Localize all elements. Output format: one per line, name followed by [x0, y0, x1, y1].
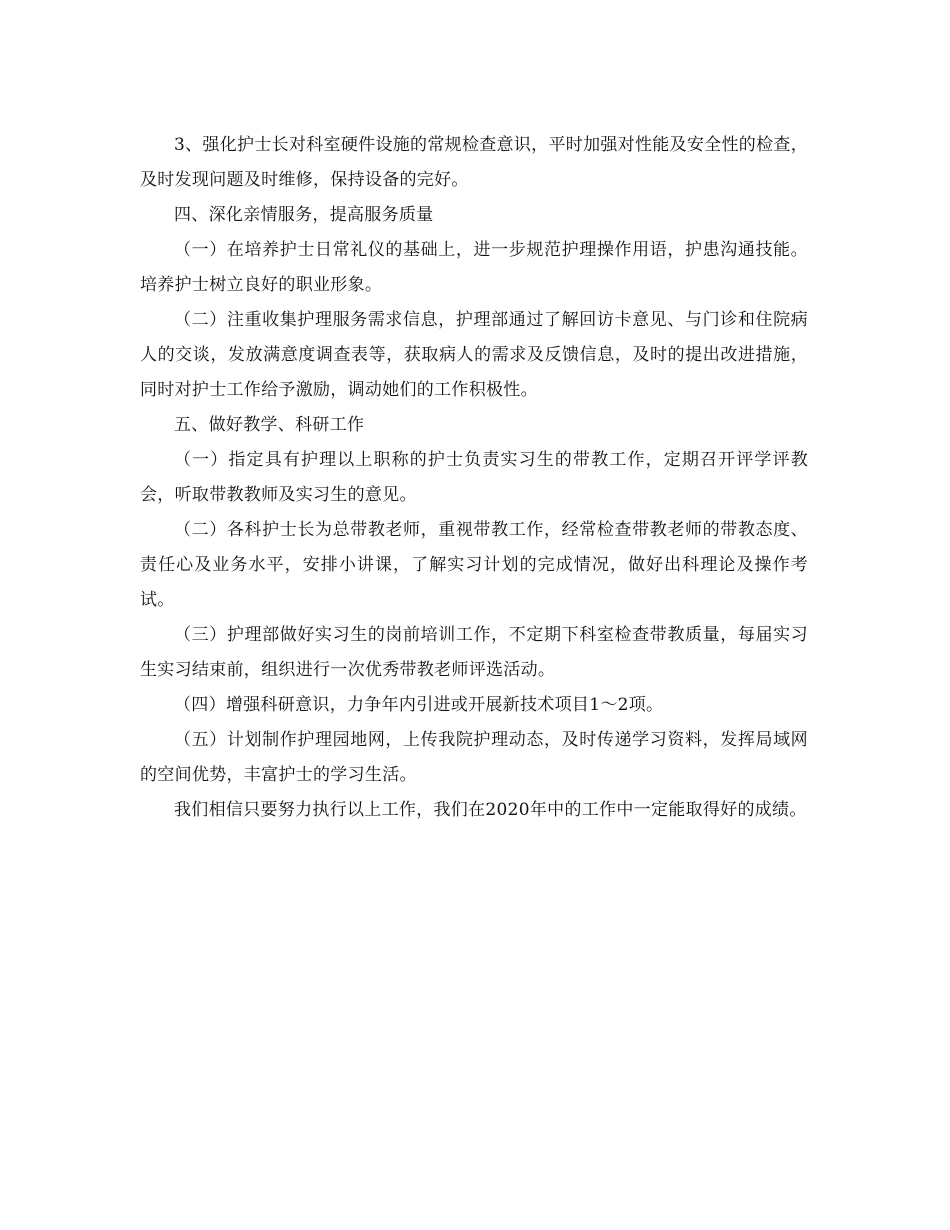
- paragraph-item-3-hardware-inspection: 3、强化护士长对科室硬件设施的常规检查意识，平时加强对性能及安全性的检查，及时发现问题及时维修，保持设备的完好。: [140, 135, 808, 190]
- paragraph-5-4-research: （四）增强科研意识，力争年内引进或开展新技术项目1～2项。: [174, 695, 664, 715]
- paragraph-4-1-etiquette: （一）在培养护士日常礼仪的基础上，进一步规范护理操作用语，护患沟通技能。培养护士树立良好的职业形象。: [140, 240, 808, 295]
- paragraph-conclusion: 我们相信只要努力执行以上工作，我们在2020年中的工作中一定能取得好的成绩。: [174, 800, 807, 820]
- paragraph-5-2-head-nurse: （二）各科护士长为总带教老师，重视带教工作，经常检查带教老师的带教态度、责任心及业务水平，安排小讲课，了解实习计划的完成情况，做好出科理论及操作考试。: [140, 520, 808, 610]
- paragraph-4-2-feedback: （二）注重收集护理服务需求信息，护理部通过了解回访卡意见、与门诊和住院病人的交谈，发放满意度调查表等，获取病人的需求及反馈信息，及时的提出改进措施，同时对护士工作给予激励，调动她们的工作积极性。: [140, 310, 808, 400]
- document-body: [140, 128, 808, 828]
- paragraph-5-5-website: （五）计划制作护理园地网，上传我院护理动态，及时传递学习资料，发挥局域网的空间优势，丰富护士的学习生活。: [140, 730, 808, 785]
- section-heading-5: 五、做好教学、科研工作: [174, 415, 365, 435]
- paragraph-5-3-training: （三）护理部做好实习生的岗前培训工作，不定期下科室检查带教质量，每届实习生实习结束前，组织进行一次优秀带教老师评选活动。: [140, 625, 808, 680]
- paragraph-5-1-teaching: （一）指定具有护理以上职称的护士负责实习生的带教工作，定期召开评学评教会，听取带教教师及实习生的意见。: [140, 450, 808, 505]
- section-heading-4: 四、深化亲情服务，提高服务质量: [174, 205, 434, 225]
